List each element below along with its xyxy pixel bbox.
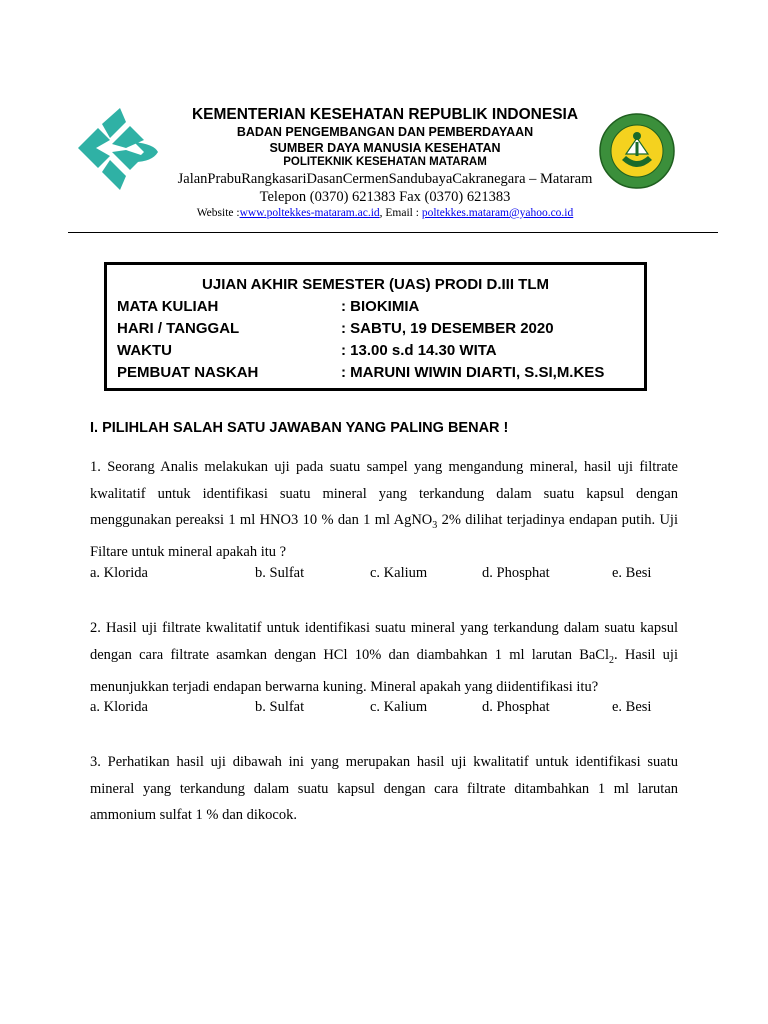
question-text: 2. Hasil uji filtrate kwalitatif untuk identifikasi suatu mineral yang terkandung dalam suatu kapsul dengan cara filtrate asamkan dengan HCl 10% dan diambahkan 1 ml larutan BaCl: [90, 620, 678, 663]
website-label: Website :: [196, 207, 240, 219]
exam-title: UJIAN AKHIR SEMESTER (UAS) PRODI D.III TLM: [202, 276, 549, 293]
exam-info-box: [104, 262, 647, 391]
exam-row-value: : MARUNI WIWIN DIARTI, S.SI,M.KES: [341, 364, 605, 381]
contact-line: [120, 207, 650, 219]
option-d[interactable]: d. Phosphat: [482, 699, 550, 715]
exam-row-value: : 13.00 s.d 14.30 WITA: [341, 342, 497, 359]
question-3: [90, 749, 678, 829]
exam-row-value: : BIOKIMIA: [341, 298, 420, 315]
question-2: [90, 615, 678, 700]
header-divider: [68, 232, 718, 233]
question-text: . Hasil uji menunjukkan terjadi endapan berwarna kuning. Mineral apakah yang diidentifikasi itu?: [90, 646, 678, 695]
question-text: 1. Seorang Analis melakukan uji pada suatu sampel yang mengandung mineral, hasil uji filtrate kwalitatif untuk identifikasi suatu mineral yang terkandung dalam suatu kapsul dengan menggunakan pereaksi 1 ml HNO3 10 % dan 1 ml AgNO: [90, 459, 678, 528]
option-d[interactable]: d. Phosphat: [482, 565, 550, 581]
phone-line: Telepon (0370) 621383 Fax (0370) 621383: [259, 189, 511, 205]
question-1-options: [90, 565, 690, 585]
subscript: 2: [609, 654, 615, 666]
option-a[interactable]: a. Klorida: [90, 565, 148, 581]
question-1: [90, 454, 678, 566]
option-c[interactable]: c. Kalium: [370, 565, 428, 581]
question-text: 2% dilihat terjadinya endapan putih. Uji Filtare untuk mineral apakah itu ?: [90, 512, 678, 561]
email-label: , Email :: [379, 207, 422, 219]
exam-row-label: PEMBUAT NASKAH: [117, 364, 259, 381]
section-heading: I. PILIHLAH SALAH SATU JAWABAN YANG PALING BENAR !: [90, 420, 509, 436]
agency-line-1: BADAN PENGEMBANGAN DAN PEMBERDAYAAN: [236, 125, 534, 139]
address-line: JalanPrabuRangkasariDasanCermenSandubayaCakranegara – Mataram: [177, 171, 593, 187]
kemenkes-logo-icon: [72, 104, 162, 194]
option-b[interactable]: b. Sulfat: [255, 699, 305, 715]
option-e[interactable]: e. Besi: [612, 699, 652, 715]
agency-line-2: SUMBER DAYA MANUSIA KESEHATAN: [269, 141, 501, 155]
exam-row-label: MATA KULIAH: [117, 298, 219, 315]
exam-row-label: WAKTU: [117, 342, 172, 359]
option-c[interactable]: c. Kalium: [370, 699, 428, 715]
exam-row-label: HARI / TANGGAL: [117, 320, 240, 337]
institution-name: POLITEKNIK KESEHATAN MATARAM: [283, 156, 487, 168]
option-e[interactable]: e. Besi: [612, 565, 652, 581]
email-link[interactable]: poltekkes.mataram@yahoo.co.id: [421, 207, 574, 219]
subscript: 3: [432, 519, 438, 531]
exam-row-value: : SABTU, 19 DESEMBER 2020: [341, 320, 554, 337]
option-a[interactable]: a. Klorida: [90, 699, 148, 715]
option-b[interactable]: b. Sulfat: [255, 565, 305, 581]
question-text: 3. Perhatikan hasil uji dibawah ini yang merupakan hasil uji kwalitatif untuk identifikasi suatu mineral yang terkandung dalam suatu kapsul dengan cara filtrate ditambahkan 1 ml larutan ammonium sulfat 1 % dan dikocok.: [90, 754, 678, 823]
ministry-title: KEMENTERIAN KESEHATAN REPUBLIK INDONESIA: [191, 106, 579, 123]
website-link[interactable]: www.poltekkes-mataram.ac.id: [239, 207, 380, 219]
question-2-options: [90, 699, 690, 719]
